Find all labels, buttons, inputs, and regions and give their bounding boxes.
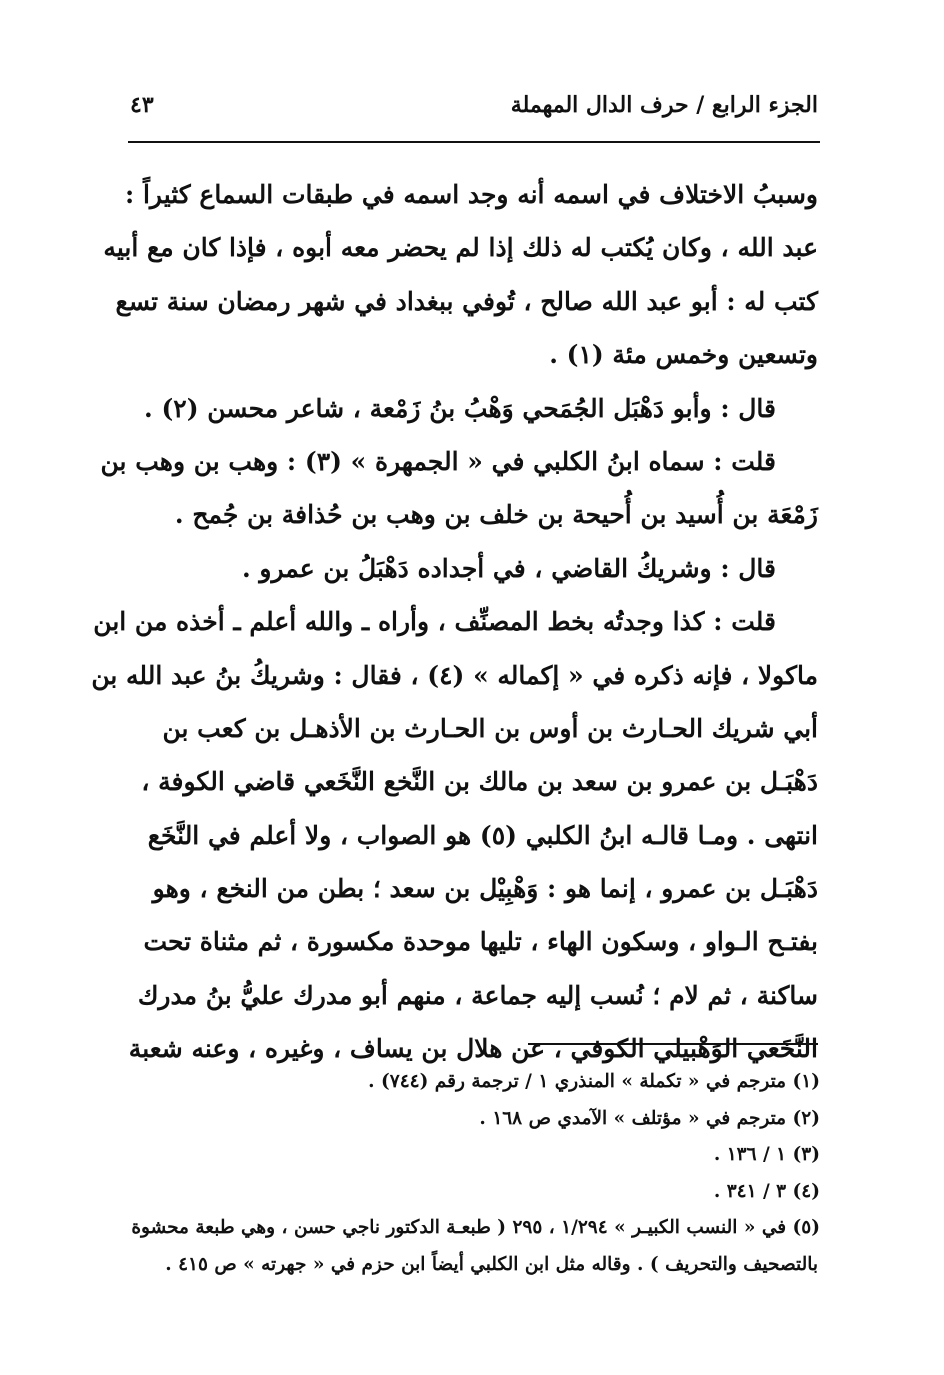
- text-line: قال : وأبو دَهْبَل الجُمَحي وَهْبُ بنُ زَمْعة ، شاعر محسن (٢) .: [144, 393, 776, 423]
- text-line: وسببُ الاختلاف في اسمه أنه وجد اسمه في طبقات السماع كثيراً :: [125, 180, 818, 209]
- footnote: بالتصحيف والتحريف ) . وقاله مثل ابن الكلبي أيضاً ابن حزم في « جهرته » ص ٤١٥ .: [165, 1253, 818, 1275]
- text-line: دَهْبَـل بن عمرو بن سعد بن مالك بن النَّخع النَّخَعي قاضي الكوفة ،: [141, 767, 818, 797]
- text-line: انتهى . ومـا قالـه ابنُ الكلبي (٥) هو الصواب ، ولا أعلم في النَّخَع: [147, 820, 818, 850]
- page-number: ٤٣: [130, 92, 154, 118]
- footnote: (٥) في « النسب الكبيـر » ١/٢٩٤ ، ٢٩٥ ( طبعـة الدكتور ناجي حسن ، وهي طبعة محشوة: [131, 1217, 820, 1238]
- text-line: كتب له : أبو عبد الله صالح ، تُوفي ببغداد في شهر رمضان سنة تسع: [115, 286, 818, 316]
- header-rule: [128, 141, 820, 143]
- running-header-title: الجزء الرابع / حرف الدال المهملة: [510, 92, 818, 118]
- footnote: (١) مترجم في « تكملة » المنذري ١ / ترجمة رقم (٧٤٤) .: [368, 1071, 820, 1092]
- footnote: (٣) ١ / ١٣٦ .: [713, 1144, 820, 1165]
- footnote-separator: [528, 1043, 818, 1045]
- text-line: عبد الله ، وكان يُكتب له ذلك إذا لم يحضر معه أبوه ، فإذا كان مع أبيه: [103, 233, 818, 263]
- text-line: قال : وشريكُ القاضي ، في أجداده دَهْبَلُ بن عمرو .: [241, 553, 776, 583]
- text-line: بفتـح الـواو ، وسكون الهاء ، تليها موحدة مكسورة ، ثم مثناة تحت: [143, 927, 818, 957]
- text-line: ماكولا ، فإنه ذكره في « إكماله » (٤) ، فقال : وشريكُ بنُ عبد الله بن: [91, 660, 818, 690]
- main-text: [91, 168, 818, 1076]
- footnote: (٢) مترجم في « مؤتلف » الآمدي ص ١٦٨ .: [479, 1107, 820, 1129]
- text-line: وتسعين وخمس مئة (١) .: [549, 340, 818, 370]
- running-header: [128, 92, 818, 132]
- footnotes: [128, 1064, 820, 1283]
- text-line: زَمْعَة بن أُسيد بن أُحيحة بن خلف بن وهب بن حُذافة بن جُمح .: [174, 500, 818, 530]
- text-line: قلت : سماه ابنُ الكلبي في « الجمهرة » (٣) : وهب بن وهب بن: [100, 446, 776, 476]
- text-line: النَّخَعي الوَهْبيلي الكوفي ، عن هلال بن يساف ، وغيره ، وعنه شعبة: [128, 1034, 818, 1064]
- text-line: ساكنة ، ثم لام ؛ نُسب إليه جماعة ، منهم أبو مدرك عليُّ بنُ مدرك: [137, 980, 818, 1010]
- text-line: أبي شريك الحـارث بن أوس بن الحـارث بن الأذهـل بن كعب بن: [162, 713, 818, 743]
- footnote: (٤) ٣ / ٣٤١ .: [713, 1180, 820, 1202]
- text-line: دَهْبَـل بن عمرو ، إنما هو : وَهْبِيْل بن سعد ؛ بطن من النخع ، وهو: [152, 874, 818, 904]
- text-line: قلت : كذا وجدتُه بخط المصنِّف ، وأراه ـ والله أعلم ـ أخذه من ابن: [93, 607, 776, 637]
